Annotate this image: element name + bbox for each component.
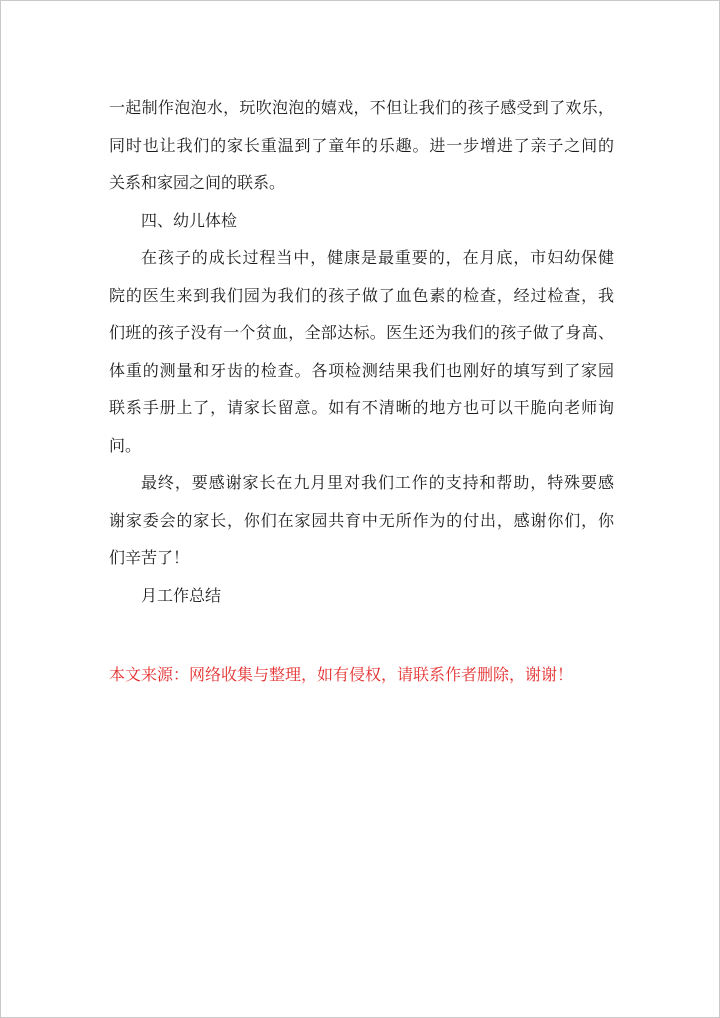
text-line: 最终，要感谢家长在九月里对我们工作的支持和帮助，特殊要感 [141,473,614,492]
text-line: 关系和家园之间的联系。 [109,173,286,192]
text-line: 在孩子的成长过程当中，健康是最重要的，在月底，市妇幼保健 [141,248,614,267]
text-line: 同时也让我们的家长重温到了童年的乐趣。进一步增进了亲子之间的 [109,135,614,155]
text-line: 们班的孩子没有一个贫血，全部达标。医生还为我们的孩子做了身高、 [109,323,614,342]
paragraph-health-check [109,239,614,464]
closing-title: 月工作总结 [141,585,222,605]
text-line: 联系手册上了，请家长留意。如有不清晰的地方也可以干脆向老师询 [109,398,614,417]
text-line: 们辛苦了！ [109,548,190,567]
document-body [109,89,614,614]
text-line: 院的医生来到我们园为我们的孩子做了血色素的检查，经过检查，我 [109,285,614,305]
section-heading: 四、幼儿体检 [141,210,238,230]
text-line: 问。 [109,435,142,455]
text-line: 谢家委会的家长，你们在家园共育中无所作为的付出，感谢你们，你 [109,510,614,530]
paragraph-continuation [109,89,614,202]
paragraph-thanks [109,464,614,577]
source-disclaimer: 本文来源：网络收集与整理，如有侵权，请联系作者删除，谢谢！ [109,665,574,684]
text-line: 体重的测量和牙齿的检查。各项检测结果我们也刚好的填写到了家园 [109,360,614,380]
text-line: 一起制作泡泡水，玩吹泡泡的嬉戏，不但让我们的孩子感受到了欢乐， [109,98,614,117]
